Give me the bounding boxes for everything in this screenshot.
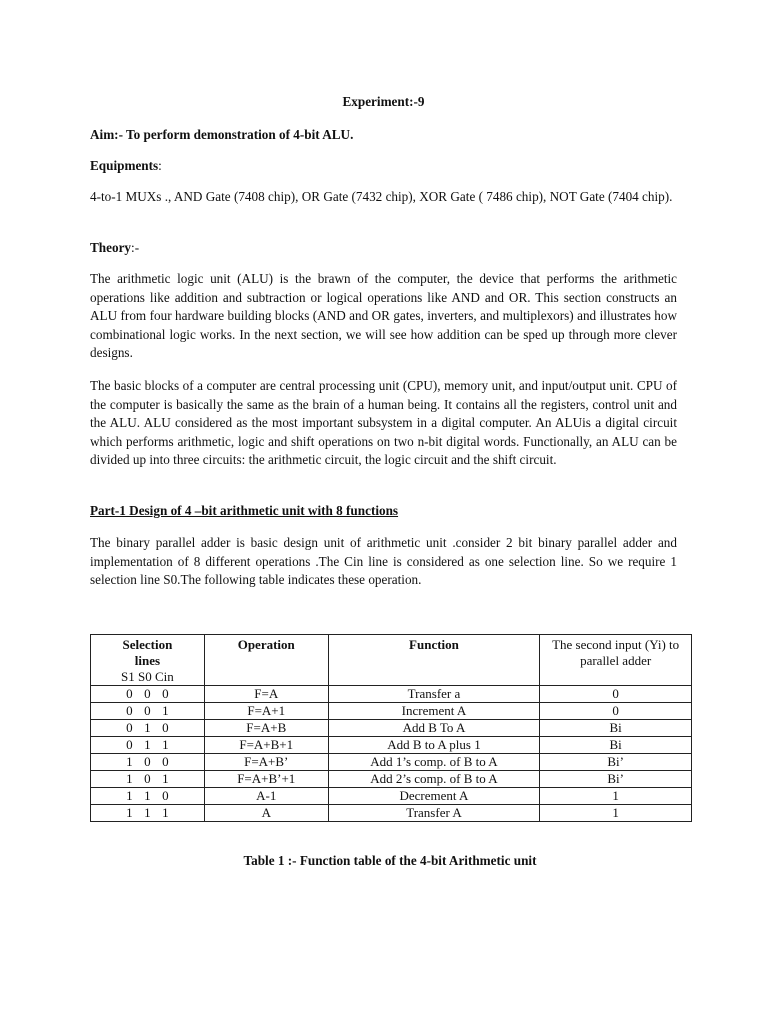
- table-row: [91, 754, 692, 771]
- selection-bit-s0: 0: [144, 703, 151, 718]
- selection-bit-cin: 0: [162, 754, 169, 769]
- table-row: [91, 686, 692, 703]
- cell-second-input: 1: [540, 788, 692, 805]
- cell-operation: F=A+1: [204, 703, 328, 720]
- cell-function: Add 2’s comp. of B to A: [328, 771, 540, 788]
- selection-bit-s0: 1: [144, 720, 151, 735]
- equipments-text: 4-to-1 MUXs ., AND Gate (7408 chip), OR Gate (7432 chip), XOR Gate ( 7486 chip), NOT Gate (7404 chip).: [90, 189, 673, 204]
- selection-bit-s1: 0: [126, 703, 133, 718]
- cell-second-input: 1: [540, 805, 692, 822]
- selection-bit-s1: 1: [126, 805, 133, 820]
- selection-bit-s0: 1: [144, 805, 151, 820]
- cell-function: Add B to A plus 1: [328, 737, 540, 754]
- cell-selection: [91, 788, 205, 805]
- cell-operation: F=A+B+1: [204, 737, 328, 754]
- selection-bit-cin: 0: [162, 720, 169, 735]
- table-row: [91, 788, 692, 805]
- table-row: [91, 771, 692, 788]
- cell-operation: F=A: [204, 686, 328, 703]
- cell-second-input: Bi’: [540, 754, 692, 771]
- cell-function: Transfer a: [328, 686, 540, 703]
- cell-second-input: Bi: [540, 720, 692, 737]
- aim-line: Aim:- To perform demonstration of 4-bit ALU.: [90, 127, 354, 142]
- cell-operation: F=A+B’+1: [204, 771, 328, 788]
- cell-second-input: 0: [540, 703, 692, 720]
- cell-second-input: Bi’: [540, 771, 692, 788]
- cell-operation: A-1: [204, 788, 328, 805]
- selection-bit-cin: 1: [162, 771, 169, 786]
- cell-function: Increment A: [328, 703, 540, 720]
- selection-bit-cin: 0: [162, 686, 169, 701]
- cell-function: Decrement A: [328, 788, 540, 805]
- cell-function: Add 1’s comp. of B to A: [328, 754, 540, 771]
- header-second-input: The second input (Yi) to parallel adder: [540, 635, 692, 686]
- cell-second-input: Bi: [540, 737, 692, 754]
- cell-selection: [91, 686, 205, 703]
- theory-paragraph-1: The arithmetic logic unit (ALU) is the brawn of the computer, the device that performs the arithmetic operations like addition and subtraction or logical operations like AND and OR. This section constructs an ALU from four hardware building blocks (AND and OR gates, inverters, and multiplexors) and illustrates how combinational logic works. In the next section, we will see how addition can be sped up through more clever designs.: [90, 271, 677, 361]
- header-function: Function: [328, 635, 540, 686]
- part1-heading: Part-1 Design of 4 –bit arithmetic unit with 8 functions: [90, 503, 399, 518]
- cell-second-input: 0: [540, 686, 692, 703]
- selection-bit-s1: 1: [126, 771, 133, 786]
- selection-bit-cin: 1: [162, 805, 169, 820]
- selection-bit-cin: 1: [162, 737, 169, 752]
- table-row: [91, 720, 692, 737]
- table-header-row: [91, 635, 692, 686]
- cell-function: Transfer A: [328, 805, 540, 822]
- equipments-heading: Equipments:: [90, 158, 162, 173]
- cell-selection: [91, 771, 205, 788]
- selection-bit-s0: 0: [144, 686, 151, 701]
- cell-operation: A: [204, 805, 328, 822]
- cell-selection: [91, 720, 205, 737]
- cell-selection: [91, 703, 205, 720]
- selection-bit-s0: 0: [144, 754, 151, 769]
- function-table: [90, 634, 692, 822]
- selection-bit-s1: 1: [126, 754, 133, 769]
- selection-bit-cin: 0: [162, 788, 169, 803]
- table-caption: Table 1 :- Function table of the 4-bit Arithmetic unit: [243, 853, 537, 868]
- cell-operation: F=A+B’: [204, 754, 328, 771]
- selection-bit-s0: 1: [144, 737, 151, 752]
- selection-bit-s0: 1: [144, 788, 151, 803]
- table-row: [91, 703, 692, 720]
- theory-heading: Theory:-: [90, 240, 140, 255]
- selection-bit-s1: 1: [126, 788, 133, 803]
- header-selection-lines: Selection lines S1 S0 Cin: [91, 635, 205, 686]
- selection-bit-s1: 0: [126, 737, 133, 752]
- experiment-title: Experiment:-9: [342, 94, 425, 109]
- selection-bit-s0: 0: [144, 771, 151, 786]
- cell-selection: [91, 754, 205, 771]
- cell-selection: [91, 805, 205, 822]
- table-row: [91, 805, 692, 822]
- table-row: [91, 737, 692, 754]
- cell-operation: F=A+B: [204, 720, 328, 737]
- cell-selection: [91, 737, 205, 754]
- theory-paragraph-2: The basic blocks of a computer are central processing unit (CPU), memory unit, and input/output unit. CPU of the computer is basically the same as the brain of a human being. It contains all the registers, control unit and the ALU. ALU considered as the most important subsystem in a digital computer. An ALUis a digital circuit which performs arithmetic, logic and shift operations on two n-bit digital words. Functionally, an ALU can be divided up into three circuits: the arithmetic circuit, the logic circuit and the shift circuit.: [90, 378, 677, 468]
- cell-function: Add B To A: [328, 720, 540, 737]
- selection-bit-cin: 1: [162, 703, 169, 718]
- selection-bit-s1: 0: [126, 720, 133, 735]
- selection-bit-s1: 0: [126, 686, 133, 701]
- header-operation: Operation: [204, 635, 328, 686]
- part1-paragraph: The binary parallel adder is basic design unit of arithmetic unit .consider 2 bit binary parallel adder and implementation of 8 different operations .The Cin line is considered as one selection line. So we require 1 selection line S0.The following table indicates these operation.: [90, 535, 677, 588]
